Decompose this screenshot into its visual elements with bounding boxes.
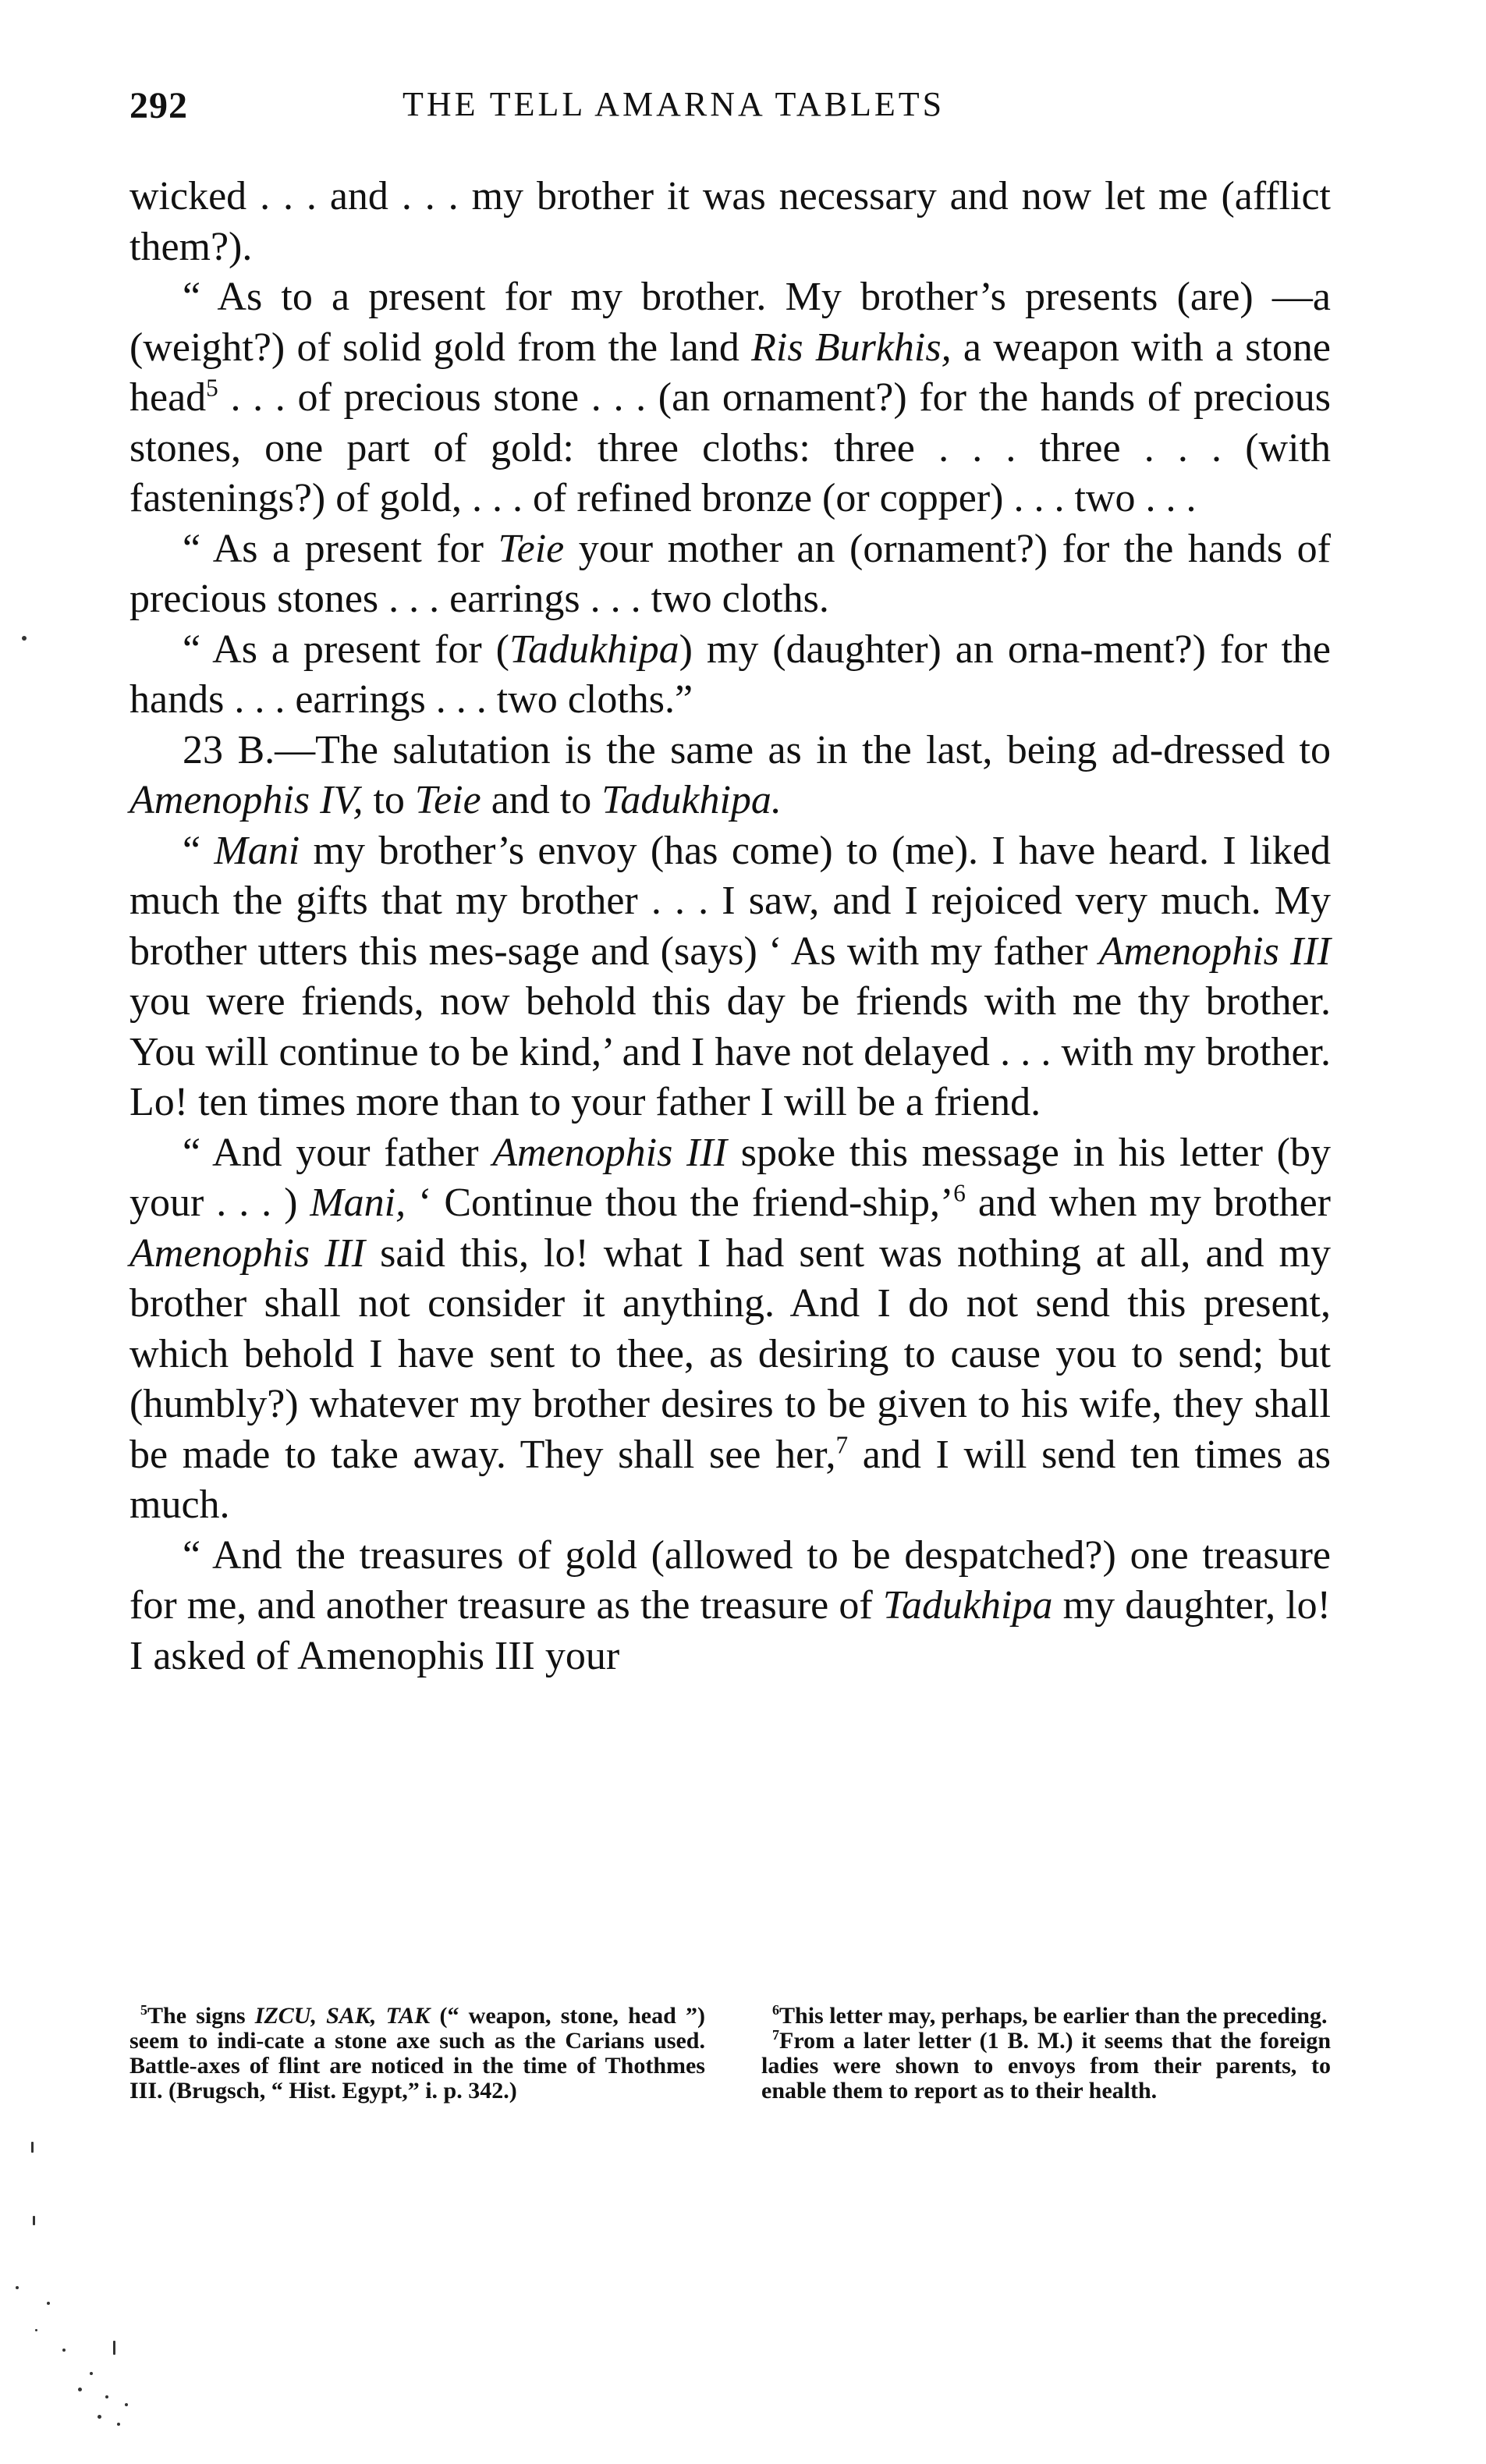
page-number: 292 <box>129 85 188 126</box>
running-title: THE TELL AMARNA TABLETS <box>403 85 945 123</box>
text-segment: “ And your father <box>183 1130 493 1175</box>
footnote-text: This letter may, perhaps, be earlier than the preceding. <box>779 2003 1328 2029</box>
italic-name: Amenophis III <box>129 1230 366 1276</box>
text-segment: 23 B.—The salutation is the same as in the last, being ad-dressed to <box>183 727 1331 772</box>
text-segment: ‘ Continue thou the friend-ship,’ <box>406 1181 954 1225</box>
scan-speck <box>35 2329 37 2331</box>
footnote-marker: 6 <box>953 1179 966 1207</box>
scan-speck <box>113 2341 115 2355</box>
text-segment: “ And the treasures of gold (allowed to be despatched?) one treasure for me, and another treasure as the treasure of <box>129 1532 1331 1628</box>
footnote-marker: 5 <box>206 374 218 402</box>
footnote-column-left <box>129 2004 705 2104</box>
text-segment: my brother’s envoy (has come) to (me). I have heard. I liked much the gifts that my brother . . . I saw, and I rejoiced very much. My brother utters this mes-sage and (says) ‘ As with my father <box>129 828 1331 974</box>
footnote-text: The signs <box>147 2003 255 2029</box>
footnote-marker: 7 <box>835 1431 849 1459</box>
scan-speck <box>62 2349 66 2352</box>
paragraph-5 <box>129 726 1331 826</box>
scan-speck <box>125 2403 128 2406</box>
scan-speck <box>33 2216 35 2225</box>
scan-speck <box>22 636 27 641</box>
scan-speck <box>78 2388 82 2391</box>
text-segment: . . . of precious stone . . . (an ornament?) for the hands of precious stones, one part of gold: three cloths: three . . . three . . . (with fastenings?) of gold, . . . of refined bronze (or copper) . . . two . . . <box>129 375 1331 520</box>
paragraph-1 <box>129 172 1331 272</box>
text-segment: ) my (daughter) an orna-ment?) for the hands . . . earrings . . . two cloths.” <box>129 627 1331 722</box>
footnote-number: 7 <box>772 2027 779 2043</box>
paragraph-3 <box>129 524 1331 625</box>
text-segment: wicked . . . and . . . my brother it was necessary and now let me (afflict them?). <box>129 174 1331 269</box>
text-segment: “ <box>183 828 215 873</box>
text-segment: my daughter, lo! I asked of Amenophis III your <box>129 1583 1331 1678</box>
text-segment: “ As to a present for my brother. My brother’s presents (are) —a (weight?) of solid gold from the land <box>129 275 1331 370</box>
text-segment: your mother an (ornament?) for the hands of precious stones . . . earrings . . . two cloths. <box>129 526 1331 621</box>
italic-name: Mani <box>214 828 300 873</box>
text-segment: to <box>363 778 415 822</box>
italic-name: Teie <box>498 526 565 571</box>
italic-name: Mani, <box>310 1181 406 1225</box>
scan-speck <box>47 2302 50 2305</box>
text-segment: and to <box>481 778 602 822</box>
italic-place-name: Ris Burkhis, <box>751 325 952 370</box>
paragraph-7 <box>129 1128 1331 1531</box>
paragraph-8 <box>129 1531 1331 1682</box>
italic-name: Amenophis III <box>1098 928 1332 974</box>
text-segment: said this, lo! what I had sent was nothing at all, and my brother shall not consider it anything. And I do not send this present, which behold I have sent to thee, as desiring to cause you to send; but (humbly?) whatever my brother desires to be given to his wife, they shall be made to take away. They shall see her, <box>129 1230 1332 1477</box>
text-segment: “ As a present for ( <box>183 627 509 672</box>
italic-name: Tadukhipa <box>882 1583 1053 1628</box>
footnote-7 <box>761 2029 1331 2104</box>
text-segment: and when my brother <box>965 1181 1331 1225</box>
page-header <box>129 84 1331 139</box>
italic-name: Amenophis IV, <box>129 778 364 822</box>
main-text <box>129 172 1331 1681</box>
italic-name: Tadukhipa <box>509 627 679 672</box>
footnote-text: (“ weapon, stone, head ”) seem to indi-cate a stone axe such as the Carians used. Battle-axes of flint are noticed in the time of Thothmes III. (Brugsch, “ Hist. Egypt,” i. p. 342.) <box>129 2003 705 2104</box>
footnote-5 <box>129 2004 705 2104</box>
text-segment: spoke this message in his letter (by your . . . ) <box>129 1130 1332 1225</box>
text-segment: and I will send ten times as much. <box>129 1432 1332 1527</box>
italic-name: Amenophis III <box>492 1130 728 1175</box>
text-segment: “ As a present for <box>183 526 498 571</box>
text-segment: you were friends, now behold this day be friends with me thy brother. You will continue to be kind,’ and I have not delayed . . . with my brother. Lo! ten times more than to your father I will be a friend. <box>129 979 1331 1124</box>
scan-speck <box>98 2415 101 2419</box>
italic-name: Tadukhipa. <box>601 778 782 822</box>
paragraph-4 <box>129 625 1331 726</box>
footnote-6 <box>761 2004 1331 2029</box>
footnote-italic: IZCU, SAK, TAK <box>254 2003 431 2029</box>
paragraph-2 <box>129 272 1331 524</box>
scan-speck <box>117 2423 120 2426</box>
footnote-number: 5 <box>140 2002 147 2018</box>
footnote-number: 6 <box>772 2002 779 2018</box>
scan-speck <box>90 2372 93 2375</box>
footnote-text: From a later letter (1 B. M.) it seems that the foreign ladies were shown to envoys from their parents, to enable them to report as to their health. <box>761 2028 1331 2104</box>
paragraph-6 <box>129 826 1331 1128</box>
scan-speck <box>16 2286 19 2289</box>
scan-speck <box>31 2142 34 2153</box>
scan-speck <box>105 2395 108 2398</box>
italic-name: Teie <box>414 778 481 822</box>
footnote-column-right <box>761 2004 1331 2104</box>
text-segment: a weapon with a stone head <box>129 325 1331 420</box>
